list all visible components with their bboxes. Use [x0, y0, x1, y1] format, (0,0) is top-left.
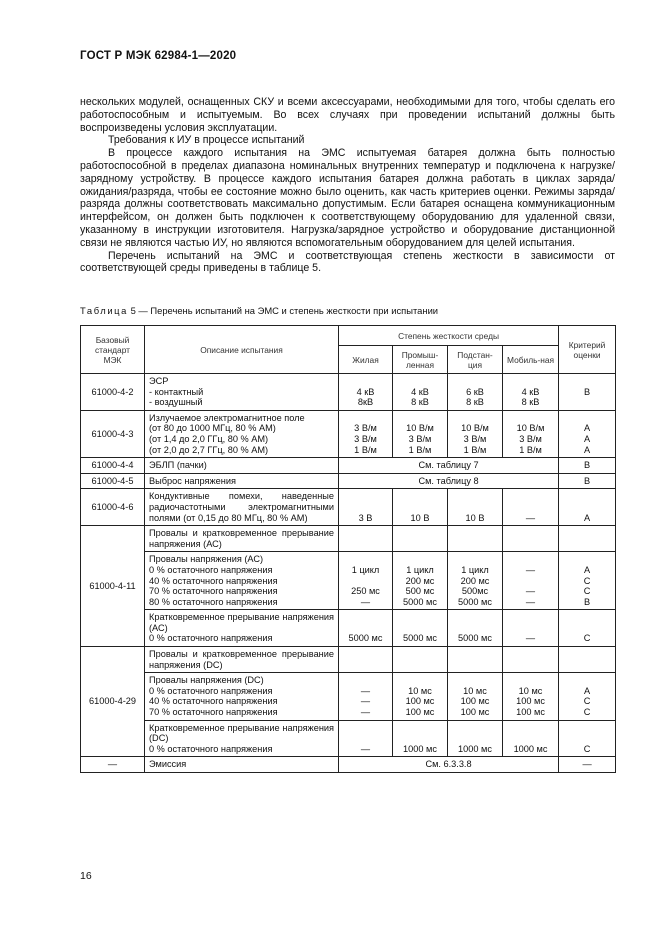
paragraph: Перечень испытаний на ЭМС и соответствующая степень жесткости в зависимости от соответствующей среды приведены в таблице 5. — [80, 249, 615, 275]
value-cell: 1000 мс — [503, 720, 559, 757]
value-cell: 5000 мс — [448, 610, 503, 647]
header-env-residential: Жилая — [339, 346, 393, 374]
table-caption-text: 5 — Перечень испытаний на ЭМС и степень жесткости при испытании — [130, 305, 439, 316]
criteria-cell: B — [559, 374, 616, 411]
value-cell: 1 цикл 200 мс 500мс 5000 мс — [448, 552, 503, 610]
table-row — [81, 526, 616, 552]
value-cell: 10 В — [448, 489, 503, 526]
table-row — [81, 757, 616, 773]
description-cell: Кратковременное прерывание напряжения (DC) 0 % остаточного напряжения — [145, 720, 339, 757]
description-cell: ЭБЛП (пачки) — [145, 458, 339, 474]
table-row — [81, 410, 616, 457]
value-cell: 10 В/м 3 В/м 1 В/м — [448, 410, 503, 457]
value-cell: 10 В — [393, 489, 448, 526]
table-row — [81, 610, 616, 647]
criteria-cell: B — [559, 458, 616, 474]
value-cell: 3 В — [339, 489, 393, 526]
header-env-mobile: Мобиль-ная — [503, 346, 559, 374]
standard-cell: 61000-4-5 — [81, 473, 145, 489]
table-row — [81, 552, 616, 610]
value-cell: 5000 мс — [339, 610, 393, 647]
paragraph: В процессе каждого испытания на ЭМС испытуемая батарея должна быть полностью работоспособной в пределах диапазона номинальных внутренних температур и подключена к нагрузке/зарядному устройству. В процессе каждого испытания батарея должна работать в циклах заряда/ожидания/разряда, чтобы ее состояние можно было оценить, как часть критериев оценки. Режимы заряда/разряда должны соответствовать максимально допустимым. Если батарея оснащена коммуникационным интерфейсом, он должен быть подключен к соответствующему оборудованию для удаленной связи, указанному в инструкции изготовителя. Нагрузка/зарядное устройство и оборудование дистанционной связи не являются частью ИУ, но являются вспомогательным оборудованием для целей испытания. — [80, 147, 615, 249]
table-row — [81, 458, 616, 474]
standard-cell: — — [81, 757, 145, 773]
standard-cell: 61000-4-2 — [81, 374, 145, 411]
table-row — [81, 374, 616, 411]
description-cell: Кратковременное прерывание напряжения (АС) 0 % остаточного напряжения — [145, 610, 339, 647]
criteria-cell: C — [559, 610, 616, 647]
table-caption-label: Таблица — [80, 305, 128, 316]
description-cell: Эмиссия — [145, 757, 339, 773]
criteria-cell: A A A — [559, 410, 616, 457]
document-header: ГОСТ Р МЭК 62984-1—2020 — [80, 50, 237, 62]
description-cell: Провалы и кратковременное прерывание напряжения (DC) — [145, 647, 339, 673]
header-criteria: Критерий оценки — [559, 326, 616, 374]
description-cell: Излучаемое электромагнитное поле (от 80 до 1000 МГц, 80 % АМ) (от 1,4 до 2,0 ГГц, 80 % АМ) (от 2,0 до 2,7 ГГц, 80 % АМ) — [145, 410, 339, 457]
value-cell: — — [503, 489, 559, 526]
criteria-cell: A C C — [559, 673, 616, 720]
standard-cell: 61000-4-29 — [81, 647, 145, 757]
page-number: 16 — [80, 870, 92, 882]
header-standard: Базовый стандарт МЭК — [81, 326, 145, 374]
standard-cell: 61000-4-11 — [81, 526, 145, 647]
description-cell: ЭСР - контактный - воздушный — [145, 374, 339, 411]
span-cell: См. таблицу 7 — [339, 458, 559, 474]
value-cell: 10 В/м 3 В/м 1 В/м — [393, 410, 448, 457]
criteria-cell: A — [559, 489, 616, 526]
header-env-substation: Подстан-ция — [448, 346, 503, 374]
value-cell: 4 кВ 8 кВ — [393, 374, 448, 411]
header-description: Описание испытания — [145, 326, 339, 374]
value-cell: 10 мс 100 мс 100 мс — [448, 673, 503, 720]
table-caption — [80, 305, 438, 316]
value-cell: — — [339, 720, 393, 757]
value-cell: 1 цикл 250 мс — — [339, 552, 393, 610]
value-cell: 10 мс 100 мс 100 мс — [393, 673, 448, 720]
paragraph: нескольких модулей, оснащенных СКУ и всеми аксессуарами, необходимыми для того, чтобы сделать его работоспособным и испытуемым. Во всех случаях при проведении испытаний должны быть воспроизведены условия эксплуатации. — [80, 96, 615, 134]
value-cell: 1000 мс — [448, 720, 503, 757]
header-env-industrial: Промыш-ленная — [393, 346, 448, 374]
standard-cell: 61000-4-3 — [81, 410, 145, 457]
value-cell: 10 В/м 3 В/м 1 В/м — [503, 410, 559, 457]
value-cell: 6 кВ 8 кВ — [448, 374, 503, 411]
emc-test-table — [80, 325, 616, 773]
table-row — [81, 720, 616, 757]
table-row — [81, 647, 616, 673]
criteria-cell: B — [559, 473, 616, 489]
value-cell: 10 мс 100 мс 100 мс — [503, 673, 559, 720]
value-cell: 4 кВ 8кВ — [339, 374, 393, 411]
span-cell: См. 6.3.3.8 — [339, 757, 559, 773]
value-cell: 1000 мс — [393, 720, 448, 757]
header-severity: Степень жесткости среды — [339, 326, 559, 346]
standard-cell: 61000-4-6 — [81, 489, 145, 526]
criteria-cell: — — [559, 757, 616, 773]
paragraph-heading: Требования к ИУ в процессе испытаний — [108, 134, 305, 147]
value-cell: 4 кВ 8 кВ — [503, 374, 559, 411]
value-cell: — — [503, 610, 559, 647]
value-cell: 1 цикл 200 мс 500 мс 5000 мс — [393, 552, 448, 610]
span-cell: См. таблицу 8 — [339, 473, 559, 489]
body-text — [80, 96, 615, 275]
standard-cell: 61000-4-4 — [81, 458, 145, 474]
criteria-cell: C — [559, 720, 616, 757]
description-cell: Провалы напряжения (АС) 0 % остаточного напряжения 40 % остаточного напряжения 70 % остаточного напряжения 80 % остаточного напряжения — [145, 552, 339, 610]
value-cell: — — — — [339, 673, 393, 720]
description-cell: Кондуктивные помехи, наведенные радиочастотными электромагнитными полями (от 0,15 до 80 МГц, 80 % АМ) — [145, 489, 339, 526]
value-cell: — — — — [503, 552, 559, 610]
table-row — [81, 489, 616, 526]
description-cell: Провалы и кратковременное прерывание напряжения (АС) — [145, 526, 339, 552]
description-cell: Провалы напряжения (DC) 0 % остаточного напряжения 40 % остаточного напряжения 70 % остаточного напряжения — [145, 673, 339, 720]
value-cell: 5000 мс — [393, 610, 448, 647]
description-cell: Выброс напряжения — [145, 473, 339, 489]
table-row — [81, 673, 616, 720]
table-row — [81, 473, 616, 489]
criteria-cell: A C C B — [559, 552, 616, 610]
value-cell: 3 В/м 3 В/м 1 В/м — [339, 410, 393, 457]
